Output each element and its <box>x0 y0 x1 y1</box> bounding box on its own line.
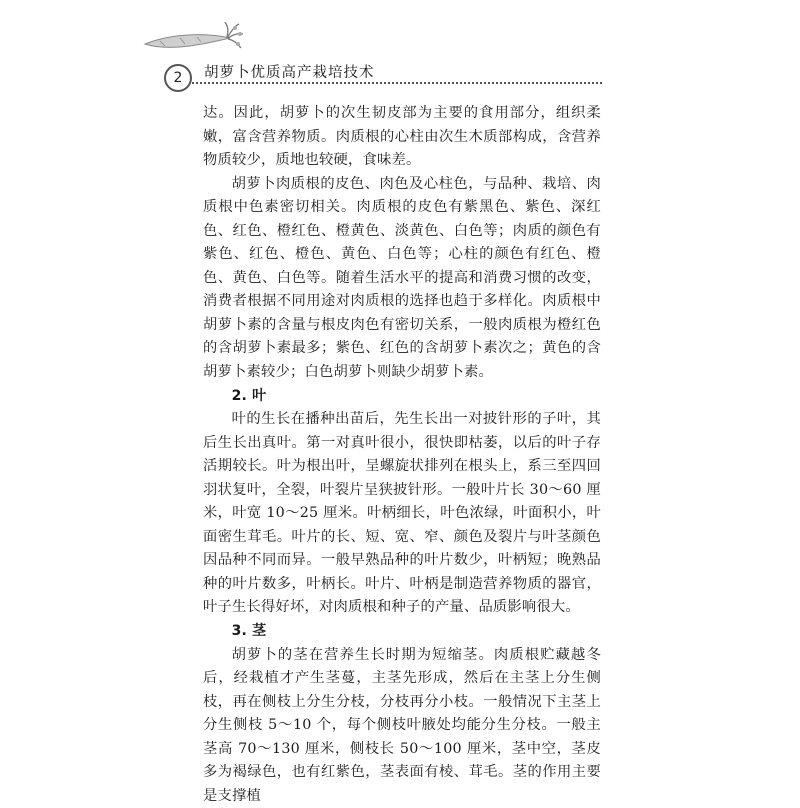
running-header <box>0 0 800 100</box>
running-title: 胡萝卜优质高产栽培技术 <box>204 65 375 81</box>
body-paragraph: 叶的生长在播种出苗后，先生长出一对披针形的子叶，其后生长出真叶。第一对真叶很小，很快即枯萎，以后的叶子存活期较长。叶为根出叶，呈螺旋状排列在根头上，系三至四回羽状复叶，全裂，叶裂片呈狭披针形。一般叶片长 30～60 厘米，叶宽 10～25 厘米。叶柄细长，叶色浓绿，叶面积小，叶面密生茸毛。叶片的长、短、宽、窄、颜色及裂片与叶茎颜色因品种不同而异。一般早熟品种的叶片数少，叶柄短；晚熟品种的叶片数多，叶柄长。叶片、叶柄是制造营养物质的器官，叶子生长得好坏，对肉质根和种子的产量、品质影响很大。 <box>203 411 601 616</box>
page-number: 2 <box>164 64 192 92</box>
body-paragraph: 达。因此，胡萝卜的次生韧皮部为主要的食用部分，组织柔嫩，富含营养物质。肉质根的心柱由次生木质部构成，含营养物质较少，质地也较硬，食味差。 <box>203 105 601 169</box>
section-heading: 3. 茎 <box>231 623 267 640</box>
body-paragraph: 胡萝卜肉质根的皮色、肉色及心柱色，与品种、栽培、肉质根中色素密切相关。肉质根的皮色有紫黑色、紫色、深红色、红色、橙红色、橙黄色、淡黄色、白色等；肉质的颜色有紫色、红色、橙色、黄色、白色等；心柱的颜色有红色、橙色、黄色、白色等。随着生活水平的提高和消费习惯的改变，消费者根据不同用途对肉质根的选择也趋于多样化。肉质根中胡萝卜素的含量与根皮肉色有密切关系，一般肉质根为橙红色的含胡萝卜素最多；紫色、红色的含胡萝卜素次之；黄色的含胡萝卜素较少；白色胡萝卜则缺少胡萝卜素。 <box>203 175 601 381</box>
carrot-icon <box>135 22 245 60</box>
page-body <box>203 102 601 808</box>
section-heading: 2. 叶 <box>231 387 267 404</box>
header-divider <box>192 82 602 84</box>
body-paragraph: 胡萝卜的茎在营养生长时期为短缩茎。肉质根贮藏越冬后，经栽植才产生茎蔓，主茎先形成，然后在主茎上分生侧枝，再在侧枝上分生分枝，分枝再分小枝。一般情况下主茎上分生侧枝 5～10 个，每个侧枝叶腋处均能分生分枝。一般主茎高 70～130 厘米，侧枝长 50～100 厘米，茎中空，茎皮多为褐绿色，也有红紫色，茎表面有棱、茸毛。茎的作用主要是支撑植 <box>203 646 601 804</box>
